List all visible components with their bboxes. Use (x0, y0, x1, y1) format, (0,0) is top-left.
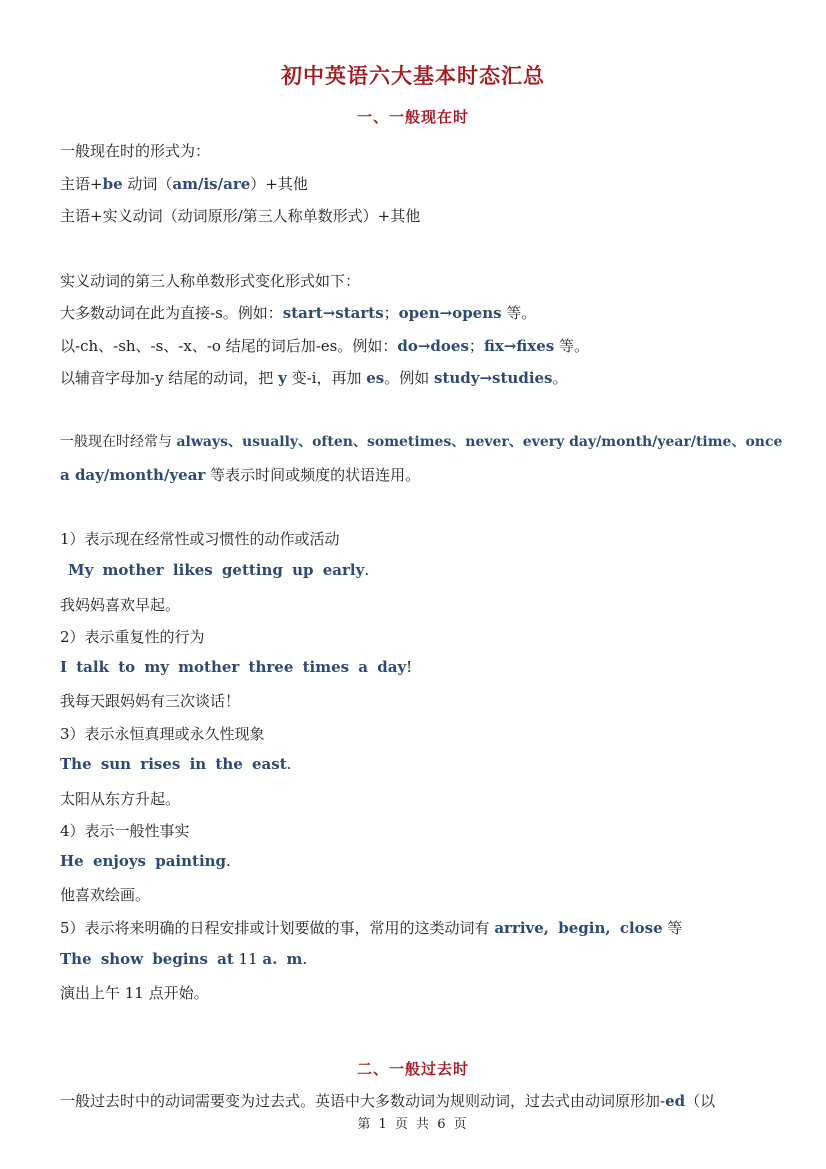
use-1-example (68, 561, 369, 579)
use-5-example (60, 950, 307, 968)
rule-3-a: 以辅音字母加-y 结尾的动词，把 (60, 369, 279, 387)
rule-1-e: 等。 (501, 304, 537, 322)
past-intro-a: 一般过去时中的动词需要变为过去式。英语中大多数动词为规则动词，过去式由动词原形加- (60, 1092, 666, 1110)
adverbs-line-1-b: always、usually、often、sometimes、never、every day/month/year/time、once (176, 434, 783, 450)
use-4-example-end: . (226, 852, 231, 870)
use-5-example-a: The show begins at (60, 950, 234, 968)
past-intro-b: ed (665, 1092, 686, 1110)
use-5-label-a: 5）表示将来明确的日程安排或计划要做的事，常用的这类动词有 (60, 919, 495, 937)
use-1-example-text: My mother likes getting up early (68, 561, 365, 579)
use-3-example (60, 755, 291, 773)
rule-3-g: 。 (552, 369, 568, 387)
use-2-example-end: ! (406, 658, 413, 676)
use-4-example (60, 852, 231, 870)
adverbs-line-2-b: 等表示时间或频度的状语连用。 (205, 466, 421, 484)
rule-2-c: ； (468, 337, 484, 355)
rule-1-b: start→starts (282, 304, 384, 322)
section-heading-present: 一、一般现在时 (356, 108, 469, 126)
form-be-a: 主语+ (60, 175, 103, 193)
use-4-label: 4）表示一般性事实 (60, 822, 190, 840)
adverbs-line-1-a: 一般现在时经常与 (60, 434, 177, 450)
rule-3-b: y (278, 369, 287, 387)
rule-3 (60, 367, 568, 388)
form-be-e: ）+其他 (250, 175, 308, 193)
rule-3-e: 。例如 (384, 369, 434, 387)
rule-1-a: 大多数动词在此为直接-s。例如： (60, 304, 283, 322)
document-title: 初中英语六大基本时态汇总 (281, 63, 545, 88)
use-3-label: 3）表示永恒真理或永久性现象 (60, 725, 265, 743)
use-2-example (60, 658, 412, 676)
use-1-label: 1）表示现在经常性或习惯性的动作或活动 (60, 530, 340, 548)
form-verb-line: 主语+实义动词（动词原形/第三人称单数形式）+其他 (60, 207, 421, 225)
rule-3-f: study→studies (434, 369, 553, 387)
third-person-intro: 实义动词的第三人称单数形式变化形式如下： (60, 272, 361, 290)
rule-2-b: do→does (397, 337, 469, 355)
use-4-translation: 他喜欢绘画。 (60, 886, 151, 904)
rule-1-d: open→opens (398, 304, 502, 322)
use-2-example-text: I talk to my mother three times a day (60, 658, 407, 676)
rule-3-c: 变-i，再加 (286, 369, 367, 387)
use-1-translation: 我妈妈喜欢早起。 (60, 596, 181, 614)
use-2-label: 2）表示重复性的行为 (60, 628, 205, 646)
use-5-example-b: 11 (233, 950, 263, 968)
rule-3-d: es (366, 369, 385, 387)
form-be-c: 动词（ (122, 175, 173, 193)
adverbs-line-2 (60, 464, 420, 485)
use-3-example-text: The sun rises in the east (60, 755, 287, 773)
form-intro: 一般现在时的形式为： (60, 142, 211, 160)
form-be-b: be (102, 175, 123, 193)
form-be-d: am/is/are (172, 175, 251, 193)
past-intro-c: （以 (685, 1092, 716, 1110)
use-5-example-c: a. m (262, 950, 303, 968)
rule-1 (60, 302, 536, 323)
rule-1-c: ； (383, 304, 399, 322)
use-1-example-end: . (364, 561, 370, 579)
use-5-label-c: 等 (662, 919, 683, 937)
adverbs-line-1 (60, 431, 782, 451)
use-3-translation: 太阳从东方升起。 (60, 790, 181, 808)
use-5-translation: 演出上午 11 点开始。 (60, 984, 209, 1002)
adverbs-line-2-a: a day/month/year (60, 466, 206, 484)
use-5-label (60, 917, 682, 938)
past-intro (60, 1090, 715, 1111)
form-be-line (60, 173, 308, 194)
section-heading-past: 二、一般过去时 (356, 1060, 469, 1078)
use-3-example-end: . (286, 755, 292, 773)
use-5-example-d: . (302, 950, 308, 968)
rule-2-d: fix→fixes (483, 337, 555, 355)
rule-2-e: 等。 (554, 337, 589, 355)
use-4-example-text: He enjoys painting (60, 852, 227, 870)
use-5-label-b: arrive, begin, close (494, 919, 663, 937)
use-2-translation: 我每天跟妈妈有三次谈话！ (60, 692, 241, 710)
rule-2-a: 以-ch、-sh、-s、-x、-o 结尾的词后加-es。例如： (60, 337, 398, 355)
page-footer: 第 1 页 共 6 页 (357, 1117, 469, 1132)
rule-2 (60, 335, 589, 356)
